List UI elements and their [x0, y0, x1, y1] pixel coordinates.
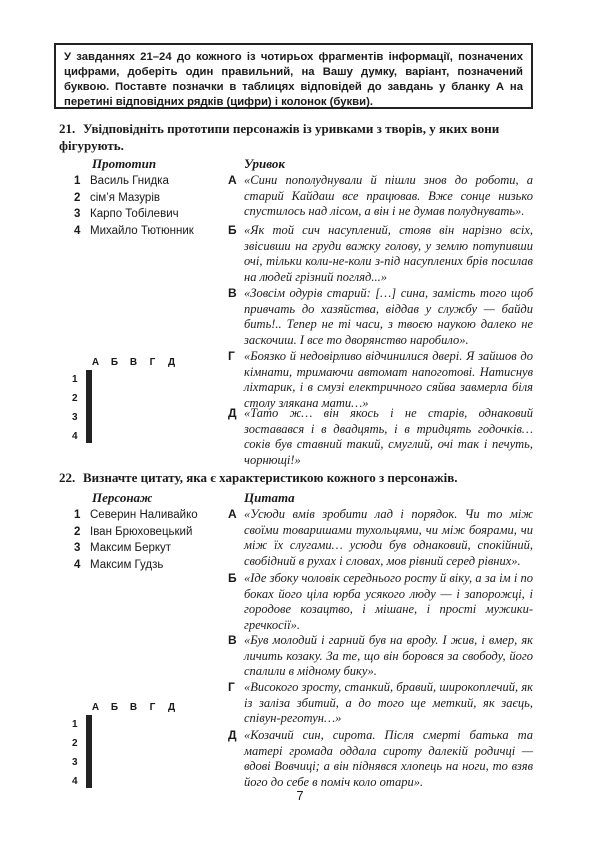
grid-col-label: А [91, 702, 100, 713]
option-a [228, 173, 533, 220]
option-text: «Був молодий і гарний був на вроду. І жив, і вмер, як личить козаку. За те, що він боровся за свободу, його спалили в мідному бику». [244, 633, 533, 679]
list-item [74, 556, 198, 573]
grid-row-label: 4 [72, 431, 78, 442]
option-text: «Козачий син, сирота. Після смерті батька та матері громада оддала сироту далекій родичці — вдові Вовчиці; а він піднявся хлопець на ноги, то взяв його до себе в поміч коло отари». [244, 728, 533, 789]
column-header-excerpt: Уривок [244, 156, 285, 171]
question-22-title [59, 470, 533, 487]
item-text: Максим Гудзь [90, 558, 164, 571]
grid-cell[interactable] [91, 770, 92, 788]
question-number: 21. [59, 121, 76, 136]
option-v [228, 633, 533, 680]
option-text: «Високого зросту, станкий, бравий, широкоплечий, як із заліза збитий, а до того ще меткий, як заєць, співун-реготун…» [244, 680, 533, 726]
option-h [228, 349, 533, 411]
grid-col-label: Г [149, 357, 156, 368]
grid-col-label: Г [149, 702, 156, 713]
option-letter: Б [228, 223, 237, 237]
grid-row-label: 3 [72, 757, 78, 768]
list-item [74, 205, 194, 222]
question-number: 22. [59, 470, 76, 485]
option-letter: В [228, 286, 237, 300]
option-letter: Г [228, 680, 235, 694]
list-item [74, 189, 194, 206]
option-b [228, 571, 533, 633]
option-letter: Д [228, 406, 237, 420]
option-letter: Г [228, 349, 235, 363]
instructions-text: У завданнях 21–24 до кожного із чотирьох фрагментів інформації, позначених цифрами, доберіть один правильний, на Вашу думку, варіант, позначений буквою. Поставте позначки в таблицях відповідей до завдань у бланку А на перетині відповідних рядків (цифри) і колонок (букви). [64, 51, 523, 108]
option-letter: А [228, 507, 237, 521]
option-text: «Іде збоку чоловік середнього росту й віку, а за ім і по боках його ціла юрба усякого люду — і запорожці, і городове козацтво, і мішане, і прості мужики-гречкосії». [244, 571, 533, 632]
character-list [74, 506, 198, 572]
option-a [228, 507, 533, 569]
item-number: 4 [74, 224, 81, 237]
page-number: 7 [296, 788, 304, 803]
item-number: 2 [74, 525, 81, 538]
option-letter: А [228, 173, 237, 187]
item-text: Василь Гнидка [90, 175, 169, 187]
option-letter: В [228, 633, 237, 647]
grid-cell[interactable] [91, 734, 92, 752]
grid-col-label: Б [110, 702, 119, 713]
list-item [74, 506, 198, 523]
option-text: «Усюди вмів зробити лад і порядок. Чи то між своїми товаришами тухольцями, чи між боярами, чи між їх слугами… усюди був однаковий, спокійний, свобідний в рухах і словах, мов рівний серед рівних». [244, 507, 533, 568]
item-number: 2 [74, 191, 81, 204]
grid-table [86, 370, 92, 443]
list-item [74, 222, 194, 239]
option-text: «Сини пополуднували й пішли знов до роботи, а старий Кайдаш все працював. Вже сонце низько спустилось над лісом, а він і не думав полуднувать». [244, 173, 533, 219]
grid-col-label: В [129, 357, 138, 368]
grid-row-label: 3 [72, 412, 78, 423]
list-item [74, 523, 198, 540]
item-text: Максим Беркут [90, 542, 172, 554]
item-number: 3 [74, 208, 81, 220]
grid-row-label: 2 [72, 393, 78, 404]
item-text: Северин Наливайко [90, 509, 198, 521]
option-letter: Д [228, 728, 237, 742]
option-b [228, 223, 533, 285]
item-number: 1 [74, 509, 81, 521]
grid-col-label: Д [167, 702, 176, 713]
question-text: Увідповідніть прототипи персонажів із уривками з творів, у яких вони фігурують. [59, 121, 500, 153]
grid-row-label: 4 [72, 776, 78, 787]
grid-col-label: Б [110, 357, 119, 368]
option-text: «Боязко й недовірливо відчинилися двері. Я зайшов до кімнати, тримаючи автомат напоготові. Натиснув ліхтарик, і в смузі електричного сяйва завмерла біля столу злякана мати…» [244, 349, 533, 410]
option-d [228, 728, 533, 790]
item-text: Іван Брюховецький [90, 525, 193, 538]
grid-row-label: 2 [72, 738, 78, 749]
item-text: Михайло Тютюнник [90, 224, 194, 237]
option-text: «Тато ж… він якось і не старів, однаковий зоставався і в двадцять, і в тридцять годочків… соків був ставний такий, смуглий, очі так і печуть, чорнющі!» [244, 406, 533, 467]
option-text: «Як той сич насуплений, стояв він нарізно всіх, звісивши на груди важку голову, у землю потупивши очі, тільки коли-не-коли з-під насуплених брів посилав на людей грізний погляд...» [244, 223, 533, 284]
grid-cell[interactable] [91, 752, 92, 770]
item-number: 1 [74, 175, 81, 187]
item-text: Карпо Тобілевич [90, 208, 179, 220]
grid-table [86, 715, 92, 788]
grid-col-label: В [129, 702, 138, 713]
option-d [228, 406, 533, 468]
grid-cell[interactable] [91, 407, 92, 425]
item-number: 3 [74, 542, 81, 554]
grid-cell[interactable] [91, 425, 92, 443]
column-header-quote: Цитата [244, 490, 295, 505]
instructions-box [54, 43, 533, 109]
item-text: сім’я Мазурів [90, 191, 160, 204]
item-number: 4 [74, 558, 81, 571]
option-v [228, 286, 533, 348]
grid-cell[interactable] [91, 716, 92, 734]
grid-col-label: Д [167, 357, 176, 368]
grid-row-label: 1 [72, 719, 78, 730]
grid-col-label: А [91, 357, 100, 368]
grid-row-label: 1 [72, 374, 78, 385]
option-text: «Зовсім одурів старий: […] сина, замість того щоб привчать до хазяйства, віддав у службу — байди бить!.. Тепер не ті часи, з твоєю наукою далеко не заскочиш. І все то дворянство наробило». [244, 286, 533, 347]
option-letter: Б [228, 571, 237, 585]
option-h [228, 680, 533, 727]
question-21-title [59, 121, 533, 154]
column-header-prototype: Прототип [92, 156, 157, 171]
question-text: Визначте цитату, яка є характеристикою кожного з персонажів. [83, 470, 458, 485]
list-item [74, 172, 194, 189]
prototype-list [74, 172, 194, 238]
list-item [74, 539, 198, 556]
column-header-character: Персонаж [92, 490, 153, 505]
grid-cell[interactable] [91, 371, 92, 389]
grid-cell[interactable] [91, 389, 92, 407]
